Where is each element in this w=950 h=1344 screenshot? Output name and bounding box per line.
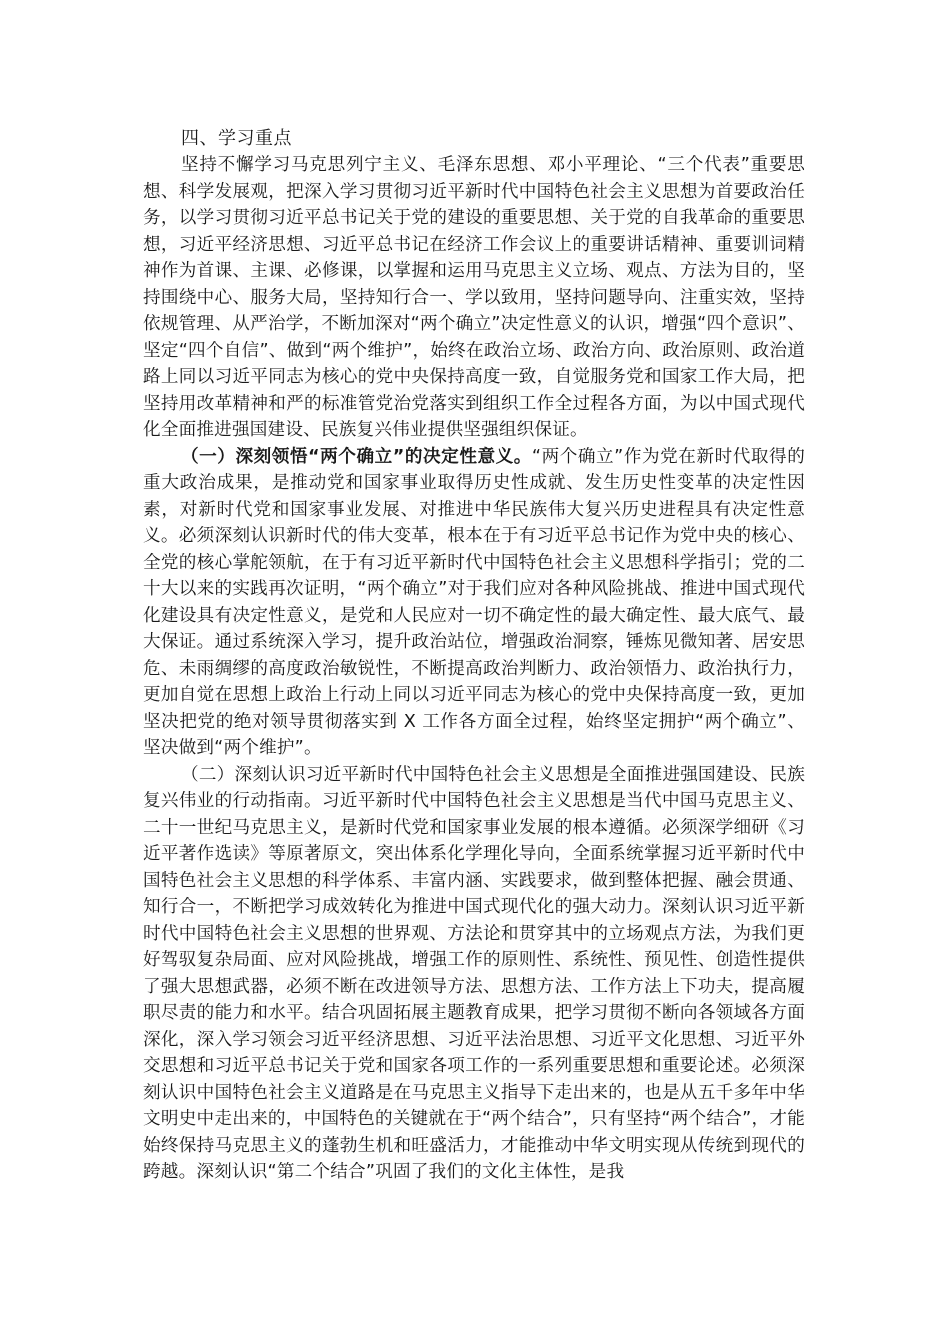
paragraph-one-lead: （一）深刻领悟“两个确立”的决定性意义。 bbox=[181, 446, 532, 467]
paragraph-one bbox=[143, 444, 805, 762]
paragraph-two-text: （二）深刻认识习近平新时代中国特色社会主义思想是全面推进强国建设、民族复兴伟业的行动指南。习近平新时代中国特色社会主义思想是当代中国马克思主义、二十一世纪马克思主义，是新时代党和国家事业发展的根本遵循。必须深学细研《习近平著作选读》等原著原文，突出体系化学理化导向，全面系统掌握习近平新时代中国特色社会主义思想的科学体系、丰富内涵、实践要求，做到整体把握、融会贯通、知行合一，不断把学习成效转化为推进中国式现代化的强大动力。深刻认识习近平新时代中国特色社会主义思想的世界观、方法论和贯穿其中的立场观点方法，为我们更好驾驭复杂局面、应对风险挑战，增强工作的原则性、系统性、预见性、创造性提供了强大思想武器，必须不断在改进领导方法、思想方法、工作方法上下功夫，提高履职尽责的能力和水平。结合巩固拓展主题教育成果，把学习贯彻不断向各领域各方面深化，深入学习领会习近平经济思想、习近平法治思想、习近平文化思想、习近平外交思想和习近平总书记关于党和国家各项工作的一系列重要思想和重要论述。必须深刻认识中国特色社会主义道路是在马克思主义指导下走出来的，也是从五千多年中华文明史中走出来的，中国特色的关键就在于“两个结合”，只有坚持“两个结合”，才能始终保持马克思主义的蓬勃生机和旺盛活力，才能推动中华文明实现从传统到现代的跨越。深刻认识“第二个结合”巩固了我们的文化主体性，是我 bbox=[143, 764, 805, 1182]
document-body bbox=[143, 126, 805, 1186]
paragraph-intro-text: 坚持不懈学习马克思列宁主义、毛泽东思想、邓小平理论、“三个代表”重要思想、科学发展观，把深入学习贯彻习近平新时代中国特色社会主义思想为首要政治任务，以学习贯彻习近平总书记关于党的建设的重要思想、关于党的自我革命的重要思想，习近平经济思想、习近平总书记在经济工作会议上的重要讲话精神、重要训词精神作为首课、主课、必修课，以掌握和运用马克思主义立场、观点、方法为目的，坚持围绕中心、服务大局，坚持知行合一、学以致用，坚持问题导向、注重实效，坚持依规管理、从严治学，不断加深对“两个确立”决定性意义的认识，增强“四个意识”、坚定“四个自信”、做到“两个维护”，始终在政治立场、政治方向、政治原则、政治道路上同以习近平同志为核心的党中央保持高度一致，自觉服务党和国家工作大局，把坚持用改革精神和严的标准管党治党落实到组织工作全过程各方面，为以中国式现代化全面推进强国建设、民族复兴伟业提供坚强组织保证。 bbox=[143, 155, 805, 440]
section-heading: 四、学习重点 bbox=[181, 128, 292, 149]
paragraph-two bbox=[143, 762, 805, 1186]
paragraph-one-text: “两个确立”作为党在新时代取得的重大政治成果，是推动党和国家事业取得历史性成就、发生历史性变革的决定性因素，对新时代党和国家事业发展、对推进中华民族伟大复兴历史进程具有决定性意义。必须深刻认识新时代的伟大变革，根本在于有习近平总书记作为党中央的核心、全党的核心掌舵领航，在于有习近平新时代中国特色社会主义思想科学指引；党的二十大以来的实践再次证明，“两个确立”对于我们应对各种风险挑战、推进中国式现代化建设具有决定性意义，是党和人民应对一切不确定性的最大确定性、最大底气、最大保证。通过系统深入学习，提升政治站位，增强政治洞察，锤炼见微知著、居安思危、未雨绸缪的高度政治敏锐性，不断提高政治判断力、政治领悟力、政治执行力，更加自觉在思想上政治上行动上同以习近平同志为核心的党中央保持高度一致，更加坚决把党的绝对领导贯彻落实到 X 工作各方面全过程，始终坚定拥护“两个确立”、坚决做到“两个维护”。 bbox=[143, 446, 805, 758]
paragraph-intro bbox=[143, 152, 805, 444]
